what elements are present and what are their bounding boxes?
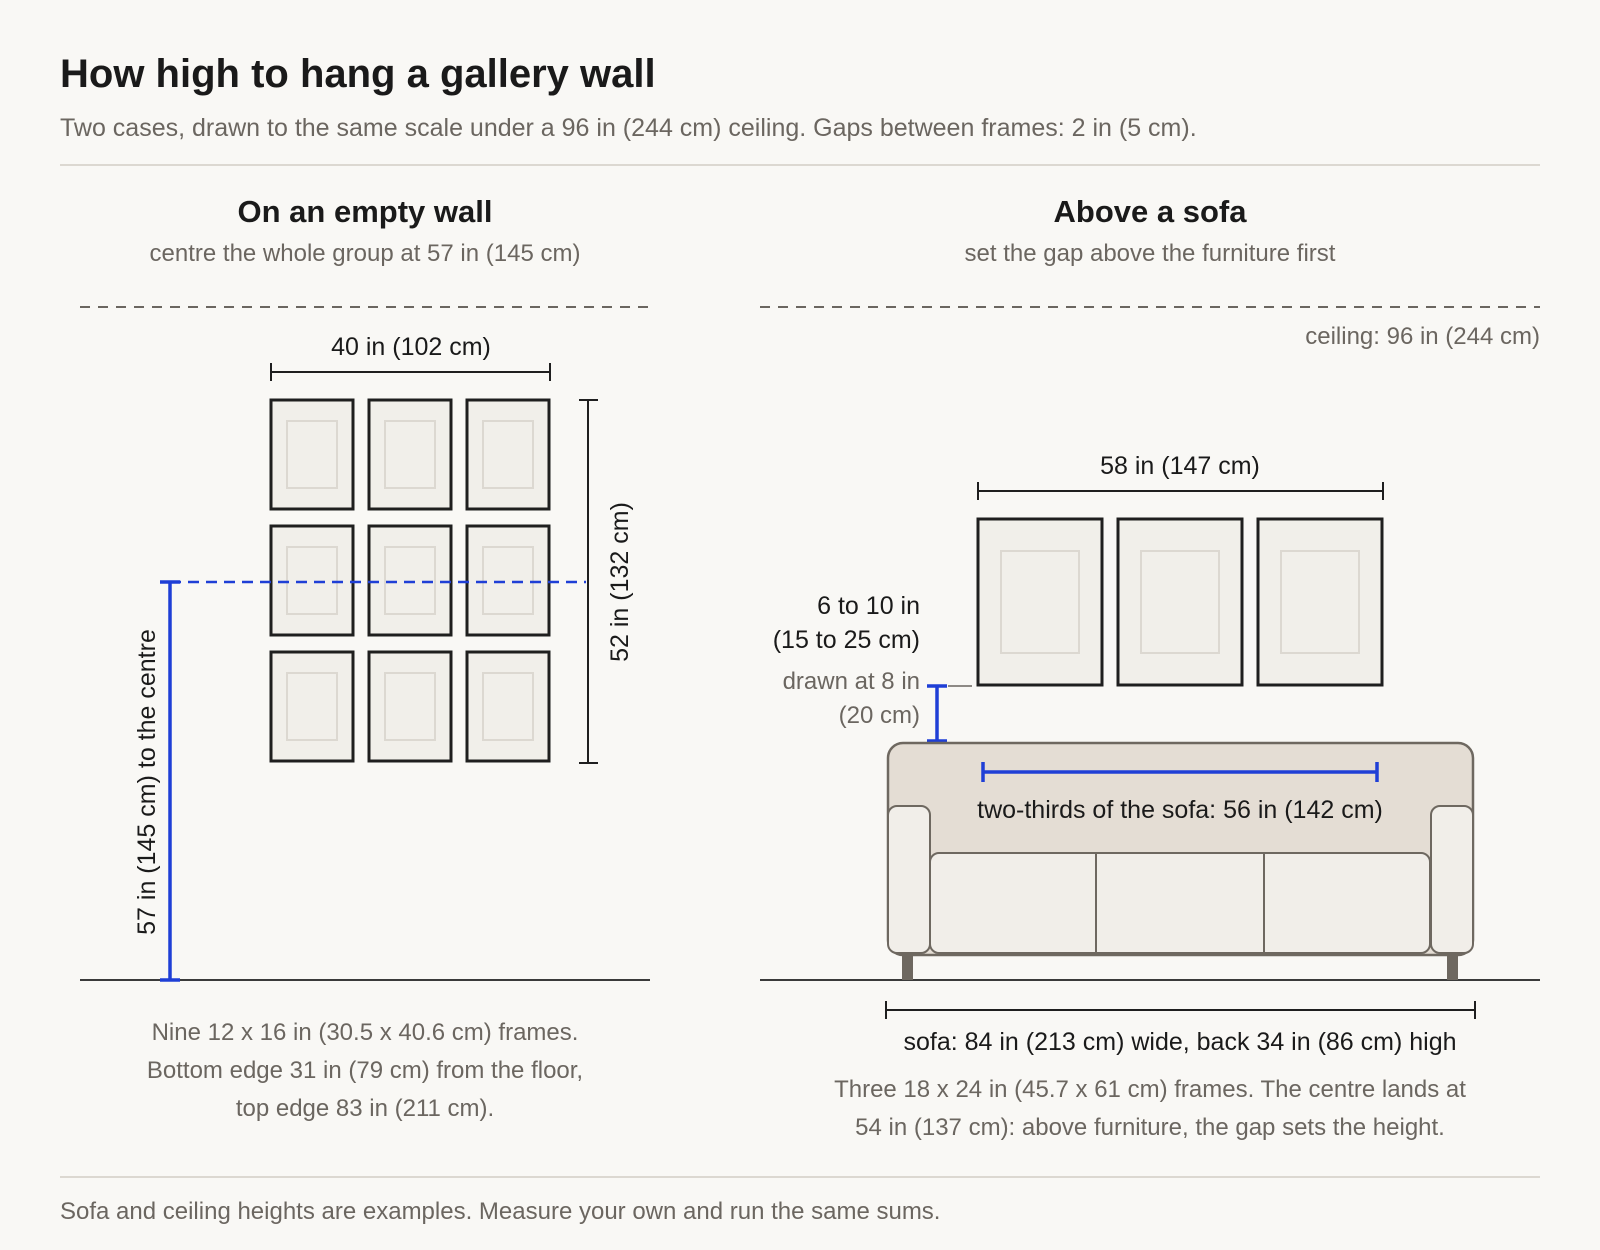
frame-mat (1001, 551, 1079, 653)
right-width-label: 58 in (147 cm) (1100, 452, 1260, 480)
gap-drawn-label-2: (20 cm) (838, 702, 920, 729)
centre-height-label: 57 in (145 cm) to the centre (133, 629, 161, 935)
left-caption-line: Bottom edge 31 in (79 cm) from the floor, (146, 1057, 584, 1084)
bottom-divider (60, 1176, 1540, 1178)
right-caption (760, 1071, 1540, 1147)
left-caption-line: Nine 12 x 16 in (30.5 x 40.6 cm) frames. (151, 1019, 579, 1046)
frame-mat (287, 421, 337, 488)
gap-range-label-1: 6 to 10 in (817, 592, 920, 620)
frame-mat (483, 547, 533, 614)
left-width-label: 40 in (102 cm) (331, 333, 491, 361)
left-frame-grid (271, 400, 549, 761)
left-caption-line: top edge 83 in (211 cm). (235, 1095, 495, 1122)
left-panel-title: On an empty wall (237, 194, 493, 229)
left-panel-subtitle: centre the whole group at 57 in (145 cm) (149, 240, 581, 267)
left-caption (80, 1014, 650, 1128)
frame-mat (1141, 551, 1219, 653)
frame-mat (1281, 551, 1359, 653)
frame-mat (287, 547, 337, 614)
sofa-width-dimension (886, 1001, 1475, 1019)
gap-range-label-2: (15 to 25 cm) (772, 626, 920, 654)
left-height-dimension (579, 400, 598, 763)
sofa-arm-left (888, 806, 930, 953)
left-width-dimension (271, 363, 550, 381)
frame-mat (483, 421, 533, 488)
footer-note: Sofa and ceiling heights are examples. Measure your own and run the same sums. (60, 1198, 941, 1225)
two-thirds-label: two-thirds of the sofa: 56 in (142 cm) (977, 796, 1383, 824)
gap-dimension (927, 686, 947, 741)
right-caption-line: 54 in (137 cm): above furniture, the gap sets the height. (855, 1114, 1445, 1141)
frame-mat (483, 673, 533, 740)
right-width-dimension (978, 482, 1383, 500)
left-height-label: 52 in (132 cm) (606, 502, 634, 662)
right-frame-row (978, 519, 1382, 685)
frame-mat (385, 547, 435, 614)
gap-drawn-label-1: drawn at 8 in (782, 668, 920, 695)
sofa-arm-right (1431, 806, 1473, 953)
page-subtitle: Two cases, drawn to the same scale under a 96 in (244 cm) ceiling. Gaps between frames: 2 in (5 cm). (60, 114, 1197, 142)
sofa-seat (930, 853, 1430, 953)
frame-mat (287, 673, 337, 740)
sofa-dimension-label: sofa: 84 in (213 cm) wide, back 34 in (86 cm) high (903, 1028, 1457, 1056)
frame-mat (385, 673, 435, 740)
page-title: How high to hang a gallery wall (60, 52, 656, 96)
centre-height-dimension (160, 582, 180, 980)
sofa (888, 743, 1473, 980)
frame-mat (385, 421, 435, 488)
right-panel-subtitle: set the gap above the furniture first (964, 240, 1336, 267)
right-caption-line: Three 18 x 24 in (45.7 x 61 cm) frames. The centre lands at (834, 1076, 1466, 1103)
right-panel-title: Above a sofa (1053, 194, 1247, 229)
ceiling-label: ceiling: 96 in (244 cm) (1305, 323, 1540, 350)
